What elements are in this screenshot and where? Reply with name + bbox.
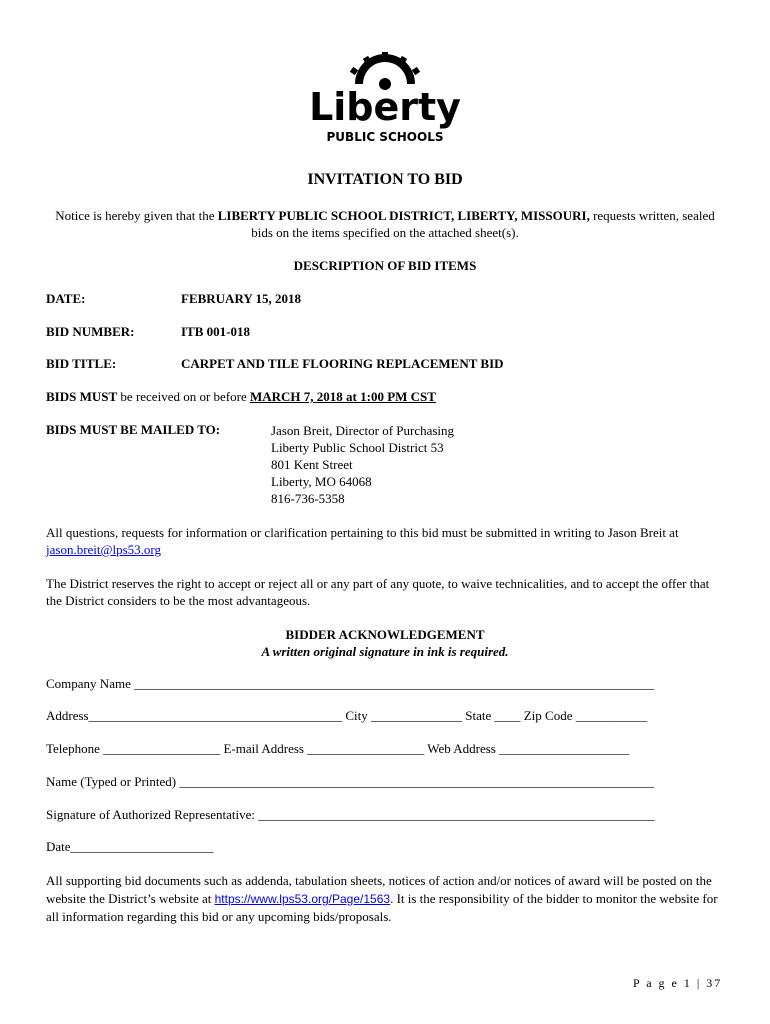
- supporting-text-end: . It is the responsibility of the bidder to monitor the website for all information regarding this bid or any upcoming bids/proposals.: [46, 891, 718, 924]
- detail-row-date: [46, 291, 302, 307]
- liberty-public-schools-logo: [309, 46, 461, 146]
- questions-paragraph: [46, 524, 726, 558]
- mailing-address: [271, 422, 454, 507]
- phone-number: 816-736-5358: [271, 491, 345, 506]
- deadline-datetime: MARCH 7, 2018 at 1:00 PM CST: [250, 389, 436, 404]
- detail-row-bid-title: [46, 356, 504, 372]
- address-line: 801 Kent Street: [271, 457, 353, 472]
- mailing-label: BIDS MUST BE MAILED TO:: [46, 422, 221, 437]
- description-heading: DESCRIPTION OF BID ITEMS: [293, 258, 477, 273]
- detail-value: FEBRUARY 15, 2018: [181, 291, 302, 306]
- contact-field[interactable]: Telephone __________________ E-mail Address __________________ Web Address ____________________: [46, 741, 630, 756]
- document-title: INVITATION TO BID: [307, 171, 463, 188]
- signature-field[interactable]: Signature of Authorized Representative: _____________________________________________________________: [46, 807, 655, 822]
- logo-wordmark: Liberty: [309, 85, 461, 129]
- address-line: Jason Breit, Director of Purchasing: [271, 423, 455, 438]
- logo-mark: [309, 46, 461, 146]
- acknowledgement-subheading: A written original signature in ink is required.: [261, 644, 509, 659]
- date-field[interactable]: Date______________________: [46, 839, 214, 854]
- contact-email-link[interactable]: jason.breit@lps53.org: [46, 542, 162, 557]
- reserves-paragraph: The District reserves the right to accept or reject all or any part of any quote, to waive technicalities, and to accept the offer that the District considers to be the most advantageous.: [46, 576, 710, 608]
- detail-label: BID TITLE:: [46, 356, 117, 371]
- notice-paragraph: [46, 207, 724, 241]
- questions-text: All questions, requests for information or clarification pertaining to this bid must be submitted in writing to Jason Breit at: [46, 525, 679, 540]
- notice-prefix: Notice is hereby given that the: [55, 208, 218, 223]
- district-website-link[interactable]: https://www.lps53.org/Page/1563: [214, 892, 391, 906]
- address-line: Liberty, MO 64068: [271, 474, 372, 489]
- notice-district: LIBERTY PUBLIC SCHOOL DISTRICT, LIBERTY, MISSOURI,: [217, 208, 590, 223]
- detail-label: DATE:: [46, 291, 86, 306]
- detail-value: ITB 001-018: [181, 324, 250, 339]
- supporting-documents-paragraph: [46, 872, 730, 926]
- address-field[interactable]: Address_______________________________________ City ______________ State ____ Zip Code ___________: [46, 708, 648, 723]
- page-number: P a g e 1 | 37: [633, 976, 723, 990]
- detail-value: CARPET AND TILE FLOORING REPLACEMENT BID: [181, 356, 504, 371]
- supporting-text: All supporting bid documents such as addenda, tabulation sheets, notices of action and/or notices of award will be posted on the website the District’s website at: [46, 873, 712, 906]
- acknowledgement-heading: BIDDER ACKNOWLEDGEMENT: [285, 627, 485, 642]
- detail-label: BID NUMBER:: [46, 324, 135, 339]
- deadline-label: BIDS MUST: [46, 389, 118, 404]
- bidder-acknowledgement: [0, 626, 770, 660]
- address-line: Liberty Public School District 53: [271, 440, 444, 455]
- company-name-field[interactable]: Company Name ________________________________________________________________________________: [46, 676, 655, 691]
- logo-tagline: PUBLIC SCHOOLS: [326, 130, 444, 144]
- name-field[interactable]: Name (Typed or Printed) _________________________________________________________________________: [46, 774, 654, 789]
- deadline-line: [46, 389, 436, 405]
- deadline-text: be received on or before: [117, 389, 250, 404]
- notice-suffix: requests written, sealed bids on the items specified on the attached sheet(s).: [251, 208, 715, 240]
- detail-row-bid-number: [46, 324, 250, 340]
